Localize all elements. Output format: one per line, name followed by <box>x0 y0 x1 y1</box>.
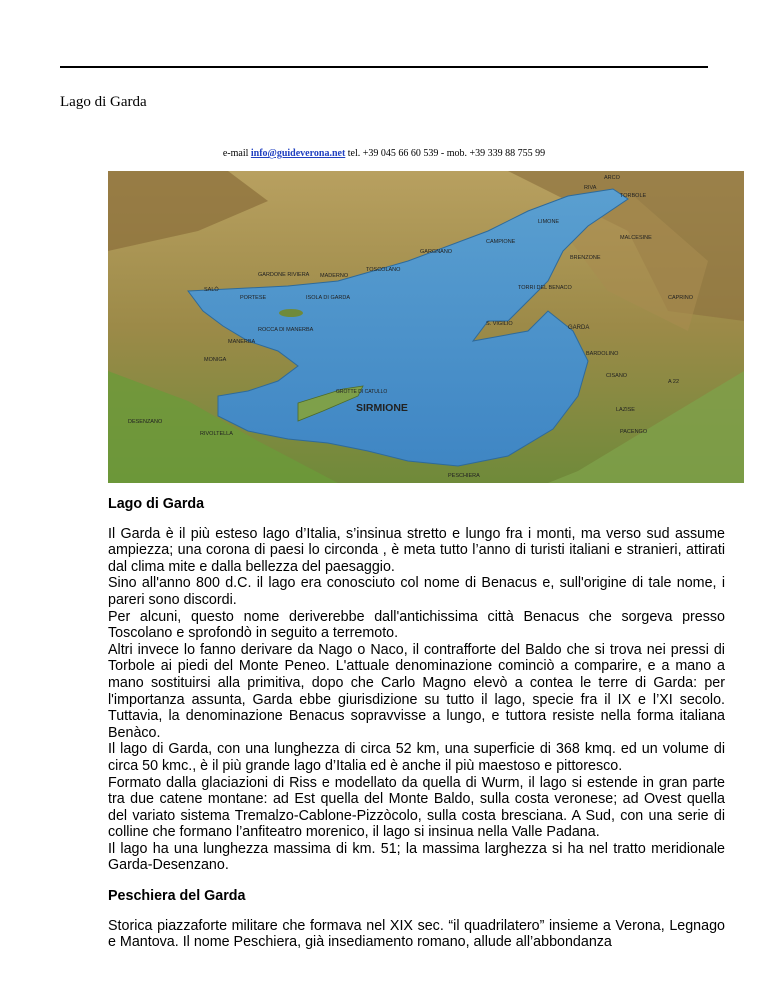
map-label-portese: PORTESE <box>240 295 267 301</box>
map-label-torbole: TORBOLE <box>620 193 647 199</box>
section-heading-peschiera: Peschiera del Garda <box>108 888 246 905</box>
map-label-gardone: GARDONE RIVIERA <box>258 272 310 278</box>
map-label-bardolino: BARDOLINO <box>586 351 619 357</box>
section-heading-lago: Lago di Garda <box>108 496 205 512</box>
map-label-arco: ARCO <box>604 175 620 181</box>
contact-line <box>0 148 768 159</box>
map-label-garda: GARDA <box>568 325 590 331</box>
map-label-pacengo: PACENGO <box>620 429 648 435</box>
map-label-toscolano: TOSCOLANO <box>366 267 401 273</box>
map-label-rivoltella: RIVOLTELLA <box>200 431 233 437</box>
map-label-isola: ISOLA DI GARDA <box>306 295 351 301</box>
map-label-torri: TORRI DEL BENACO <box>518 285 572 291</box>
phone-numbers: tel. +39 045 66 60 539 - mob. +39 339 88 755 99 <box>347 148 546 159</box>
map-label-salo: SALÒ <box>204 287 219 293</box>
paragraph: Sino all'anno 800 d.C. il lago era conosciuto col nome di Benacus e, sull'origine di tale nome, i pareri sono discordi. <box>108 575 725 608</box>
map-label-a22: A 22 <box>668 379 680 385</box>
map-label-gargnano: GARGNANO <box>420 249 453 255</box>
lake-map-image <box>108 171 744 483</box>
map-label-campione: CAMPIONE <box>486 239 516 245</box>
map-label-riva: RIVA <box>584 185 597 191</box>
map-label-brenzone: BRENZONE <box>570 255 601 261</box>
map-label-limone: LIMONE <box>538 219 560 225</box>
paragraph: Altri invece lo fanno derivare da Nago o Naco, il contrafforte del Baldo che si trova nei pressi di Torbole ai piedi del Monte Peneo. L'attuale denominazione cominciò a comparire, e a mano a mano sostituirsi alla primitiva, dopo che Carlo Magno elevò a contea le terre di Garda: per l'importanza assunta, Garda ebbe giurisdizione su tutto il lago, specie fra il IX e l’XI secolo. Tuttavia, la denominazione Benacus sopravvisse a lungo, e tuttora resiste nella forma italiana Benàco. <box>108 641 725 741</box>
map-label-grotte: GROTTE DI CATULLO <box>336 389 388 395</box>
article <box>108 496 725 951</box>
paragraph: Il lago di Garda, con una lunghezza di circa 52 km, una superficie di 368 kmq. ed un volume di circa 50 kmc., è il più grande lago d’Italia ed è anche il più maestoso e pittoresco. <box>108 741 725 774</box>
email-link[interactable]: info@guideverona.net <box>250 148 346 159</box>
map-label-maderno: MADERNO <box>320 273 349 279</box>
map-label-manerba: MANERBA <box>228 339 256 345</box>
map-label-sanvigilio: S. VIGILIO <box>486 321 513 327</box>
paragraph: Per alcuni, questo nome deriverebbe dall'antichissima città Benacus che sorgeva presso Toscolano e sprofondò in seguito a terremoto. <box>108 608 725 642</box>
map-label-rocca: ROCCA DI MANERBA <box>258 327 314 333</box>
document-title: Lago di Garda <box>60 94 147 110</box>
map-label-peschiera: PESCHIERA <box>448 473 480 479</box>
map-label-caprino: CAPRINO <box>668 295 694 301</box>
map-label-moniga: MONIGA <box>204 357 227 363</box>
map-label-cisano: CISANO <box>606 373 628 379</box>
paragraph: Il lago ha una lunghezza massima di km. 51; la massima larghezza si ha nel tratto meridionale Garda-Desenzano. <box>108 840 725 874</box>
map-label-malcesine: MALCESINE <box>620 235 652 241</box>
paragraph: Storica piazzaforte militare che formava nel XIX sec. “il quadrilatero” insieme a Verona, Legnago e Mantova. Il nome Peschiera, già insediamento romano, allude all’abbondanza <box>108 917 725 951</box>
map-label-sirmione: SIRMIONE <box>356 402 408 414</box>
map-label-desenzano: DESENZANO <box>128 419 163 425</box>
email-prefix: e-mail <box>222 148 249 159</box>
top-rule <box>60 66 708 68</box>
map-label-lazise: LAZISE <box>616 407 635 413</box>
paragraph: Il Garda è il più esteso lago d’Italia, s’insinua stretto e lungo fra i monti, ma verso sud assume ampiezza; una corona di paesi lo circonda , è meta tutto l’anno di turisti italiani e stranieri, attirati dal clima mite e dalla bellezza del paesaggio. <box>108 525 725 575</box>
paragraph: Formato dalla glaciazioni di Riss e modellato da quella di Wurm, il lago si estende in gran parte tra due catene montane: ad Est quella del Monte Baldo, sulla costa veronese; ad Ovest quella del variato sistema Tremalzo-Cablone-Pizzòcolo, sulla costa bresciana. A Sud, con una serie di colline che formano l’anfiteatro morenico, il lago si insinua nella Valle Padana. <box>108 774 725 841</box>
